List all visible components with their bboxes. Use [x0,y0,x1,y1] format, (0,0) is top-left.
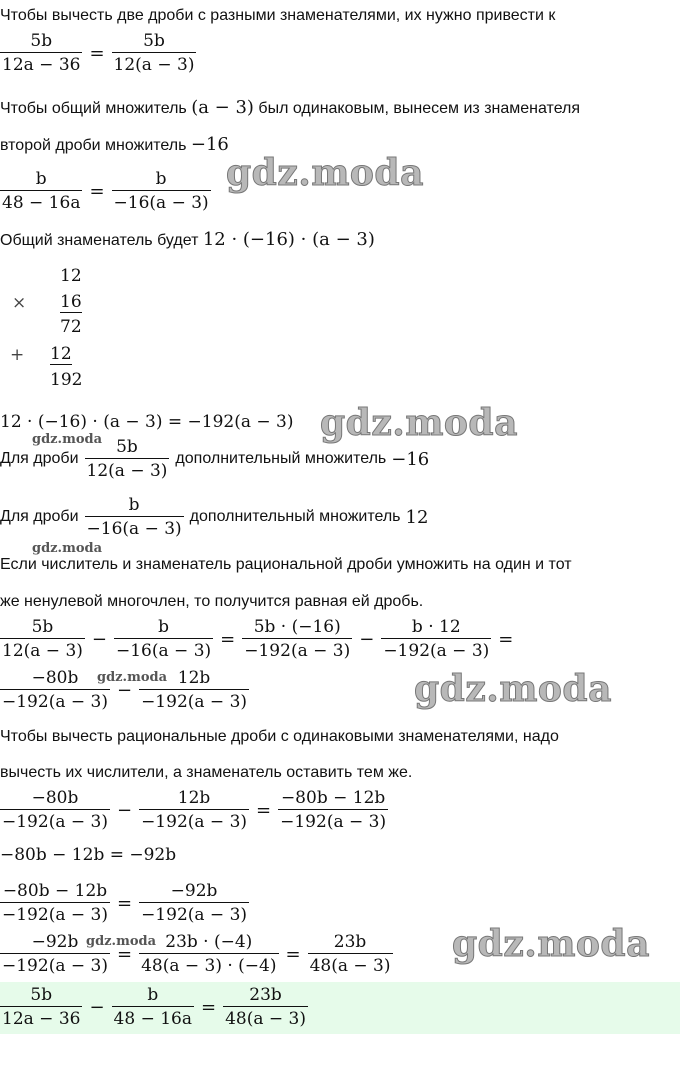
equation-6 [0,880,249,926]
denominator: 48(a − 3) [223,1006,308,1030]
denominator: 48 − 16a [0,190,82,214]
equals-sign: = [89,42,105,64]
minus-sign: − [116,679,133,701]
fraction [0,30,82,76]
fraction [114,616,213,662]
rule-1-line-b: же ненулевой многочлен, то получится равная ей дробь. [0,593,424,610]
equation-5 [0,787,388,833]
numerator: 23b [333,932,367,952]
text: Общий знаменатель будет [0,232,199,249]
numerator: 5b [31,617,54,637]
watermark-logo-small: gdz.moda [32,432,103,447]
rule-2-line-a: Чтобы вычесть рациональные дроби с одинаковыми знаменателями, надо [0,728,559,745]
numerator: −80b − 12b [2,881,108,901]
denominator: 48(a − 3) · (−4) [139,953,278,977]
fraction [139,787,249,833]
denominator: 12(a − 3) [85,458,170,482]
denominator: 12a − 36 [0,1006,82,1030]
numerator: −92b [31,932,79,952]
math-expr: −16 [190,134,229,155]
numerator: b [128,495,140,515]
denominator: −192(a − 3) [0,902,110,926]
fraction [242,616,352,662]
text: дополнительный множитель [189,508,401,525]
math-expr: 12 · (−16) · (a − 3) = −192(a − 3) [0,412,294,432]
numerator: b [35,169,47,189]
fraction [0,984,82,1030]
minus-sign: − [89,996,105,1018]
fraction [0,168,82,214]
equals-sign: = [116,892,133,914]
fraction [0,667,110,713]
denominator: 12a − 36 [0,52,82,76]
equation-2 [0,168,211,214]
watermark-logo: gdz.moda [226,152,424,194]
numerator: 23b · (−4) [165,932,253,952]
numerator: −80b [31,668,79,688]
equals-sign: = [116,943,133,965]
watermark-logo: gdz.moda [414,668,612,710]
numerator: b [147,985,159,1005]
watermark-logo-small: gdz.moda [97,670,168,685]
numerator: 5b [30,985,53,1005]
rule-1-line-a: Если числитель и знаменатель рациональной дроби умножить на один и тот [0,556,572,573]
equals-sign: = [220,628,236,650]
equation-3 [0,616,520,662]
numerator: b [155,169,167,189]
numerator: 5b [116,437,138,457]
numerator: 23b [249,985,282,1005]
numerator: b · 12 [411,617,461,637]
equation-1 [0,30,196,76]
times-sign: × [12,293,27,313]
denominator: −192(a − 3) [0,953,110,977]
text: Чтобы общий множитель [0,100,187,117]
text: Для дроби [0,450,79,467]
denominator: 48 − 16a [112,1006,194,1030]
numerator: 12b [177,788,211,808]
same-factor-text [0,97,580,118]
numerator: 5b [30,31,53,51]
denominator: −192(a − 3) [0,809,110,833]
denominator: −192(a − 3) [139,902,249,926]
text: Для дроби [0,508,79,525]
product-total: 192 [50,370,83,390]
numerator: −92b [170,881,218,901]
minus-sign: − [91,628,107,650]
equals-sign: = [285,943,301,965]
denominator: −16(a − 3) [85,516,184,540]
second-frac-text [0,134,229,155]
fraction [139,931,278,977]
fraction [381,616,491,662]
math-expr: 12 · (−16) · (a − 3) [202,229,375,250]
fraction [308,931,393,977]
intro-text: Чтобы вычесть две дроби с разными знаменателями, их нужно привести к [0,7,556,24]
denominator: −192(a − 3) [381,638,491,662]
denominator: −192(a − 3) [139,809,249,833]
math-expr: 12 [405,506,429,528]
denominator: −192(a − 3) [278,809,388,833]
equation-7 [0,931,393,977]
numerator: 5b [143,31,165,51]
extra-multiplier-2 [0,494,428,540]
denominator: −192(a − 3) [139,689,249,713]
partial-product: 12 [50,344,72,364]
text: второй дроби множитель [0,137,187,154]
equals-sign: = [256,799,272,821]
numerator: 5b · (−16) [253,617,341,637]
partial-product: 72 [60,317,82,337]
fraction [112,984,194,1030]
math-expr: −80b − 12b = −92b [0,845,177,865]
watermark-logo-small: gdz.moda [32,541,103,556]
denominator: −192(a − 3) [242,638,352,662]
minus-sign: − [116,799,133,821]
denominator: −16(a − 3) [114,638,213,662]
math-expr: (a − 3) [191,97,254,118]
math-expr: −16 [391,448,430,470]
text: дополнительный множитель [175,450,387,467]
fraction [85,494,184,540]
denominator: −16(a − 3) [112,190,211,214]
denominator: 12(a − 3) [0,638,85,662]
multiplier: 16 [60,292,82,312]
fraction [0,616,85,662]
rule-2-line-b: вычесть их числители, а знаменатель оставить тем же. [0,764,413,781]
common-den-text [0,229,375,250]
numerator: −80b − 12b [280,788,386,808]
plus-sign: + [10,345,25,365]
watermark-logo: gdz.moda [452,923,650,965]
fraction [112,168,211,214]
denominator: −192(a − 3) [0,689,110,713]
equals-sign: = [89,180,105,202]
watermark-logo-small: gdz.moda [86,934,157,949]
fraction [0,787,110,833]
fraction [112,30,197,76]
fraction [85,436,170,482]
denominator: 12(a − 3) [112,52,197,76]
common-den-result [0,412,293,432]
text: был одинаковым, вынесем из знаменателя [258,100,581,117]
fraction [0,880,110,926]
numerator: b [158,617,170,637]
extra-multiplier-1 [0,436,429,482]
numerator: 12b [177,668,211,688]
fraction [223,984,308,1030]
multiplicand: 12 [60,266,82,286]
numerators-sum [0,845,176,865]
final-answer-equation [0,984,308,1030]
denominator: 48(a − 3) [308,953,393,977]
equals-sign: = [498,628,514,650]
watermark-logo: gdz.moda [320,402,518,444]
minus-sign: − [359,628,375,650]
fraction [139,880,249,926]
numerator: −80b [31,788,79,808]
equals-sign: = [201,996,217,1018]
fraction [278,787,388,833]
